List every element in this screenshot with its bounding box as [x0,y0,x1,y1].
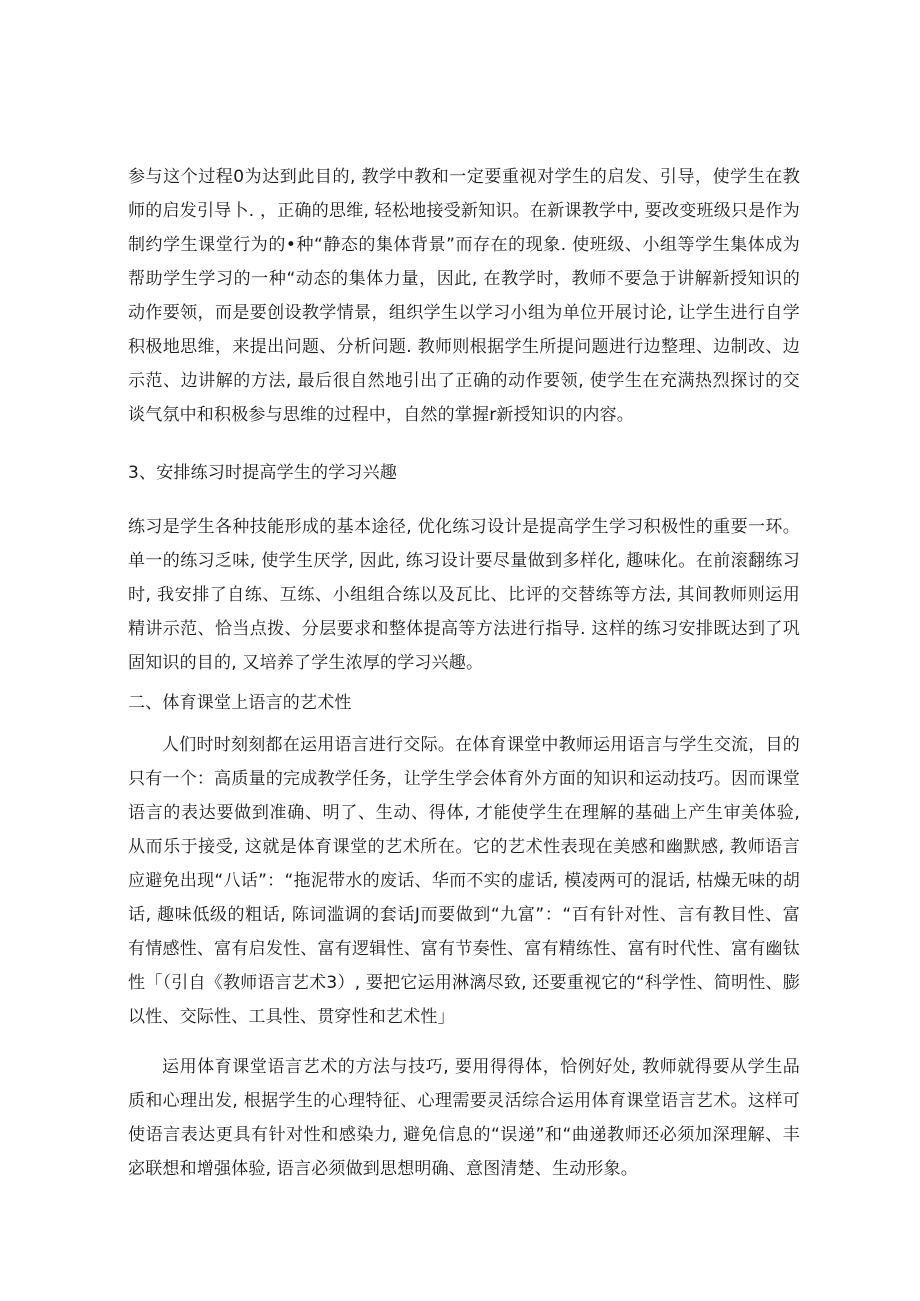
paragraph-practice-design: 练习是学生各种技能形成的基本途径, 优化练习设计是提高学生学习积极性的重要一环。单一的练习乏味, 使学生厌学, 因此, 练习设计要尽量做到多样化, 趣味化。在前滚翻练习时, 我安排了自练、互练、小组组合练以及瓦比、比评的交替练等方法, 其间教师则运用精讲示范、恰当点拨、分层要求和整体提高等方法进行指导. 这样的练习安排既达到了巩固知识的目的, 又培养了学生浓厚的学习兴趣。 [128,517,800,673]
paragraph-teaching-guidance: 参与这个过程0为达到此目的, 教学中教和一定要重视对学生的启发、引导，使学生在教师的启发引导卜. ，正确的思维, 轻松地接受新知识。在新课教学中, 要改变班级只是作为制约学生课堂行为的•种“静态的集体背景”而存在的现象. 使班级、小组等学生集体成为帮助学生学习的一种“动态的集体力量，因此, 在教学时，教师不要急于讲解新授知识的动作要领，而是要创设教学情景，组织学生以学习小组为单位开展讨论, 让学生进行自学积极地思维，来提出问题、分析问题. 教师则根据学生所提问题进行边整理、边制改、边示范、边讲解的方法, 最后很自然地引出了正确的动作要领, 使学生在充满热烈探讨的交谈气氛中和积极参与思维的过程中，自然的掌握r新授知识的内容。 [128,167,800,425]
section-heading-language-art: 二、体育课堂上语言的艺术性 [128,693,352,713]
section-heading-practice: 3、安排练习时提高学生的学习兴趣 [128,463,398,483]
paragraph-language-methods: 运用体育课堂语言艺术的方法与技巧, 要用得得体，恰例好处, 教师就得要从学生品质和心理出发, 根据学生的心理特征、心理需要灵活综合运用体育课堂语言艺术。这样可使语言表达更具有针对性和感染力, 避免信息的“误递”和“曲递教师还必须加深理解、丰宓联想和增强体验, 语言必须做到思想明确、意图清楚、生动形象。 [128,1057,800,1179]
paragraph-classroom-language: 人们时时刻刻都在运用语言进行交际。在体育课堂中教师运用语言与学生交流，目的只有一个：高质量的完成教学任务，让学生学会体育外方面的知识和运动技巧。因而课堂语言的表达要做到准确、明了、生动、得体, 才能使学生在理解的基础上产生审美体验, 从而乐于接受, 这就是体育课堂的艺术所在。它的艺术性表现在美感和幽默感, 教师语言应避免出现“八话”：“拖泥带水的废话、华而不实的虚话, 模凌两可的混话, 枯燥无味的胡话, 趣味低级的粗话, 陈词滥调的套话J而要做到“九富”：“百有针对性、言有教目性、富有情感性、富有启发性、富有逻辑性、富有节奏性、富有精练性、富有时代性、富有幽钛性「（引自《教师语言艺术3）, 要把它运用淋漓尽致, 还要重视它的“科学性、简明性、膨以性、交际性、工具性、贯穿性和艺术性」 [128,735,800,1027]
